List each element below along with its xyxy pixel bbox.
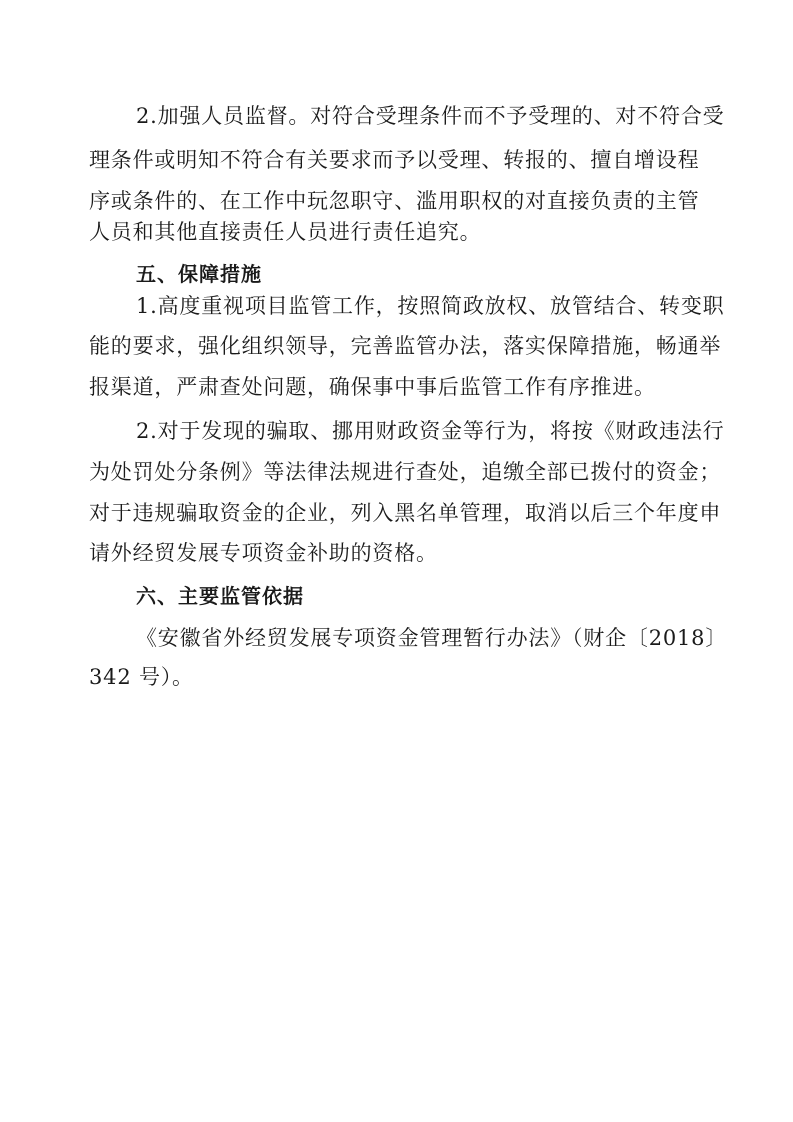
- paragraph-line: 《安徽省外经贸发展专项资金管理暂行办法》（财企〔2018〕: [136, 626, 728, 650]
- paragraph-line: 对于违规骗取资金的企业，列入黑名单管理，取消以后三个年度申: [89, 501, 722, 525]
- paragraph-line: 342 号）。: [89, 665, 194, 689]
- section-heading-basis: 六、主要监管依据: [136, 584, 304, 608]
- paragraph-line: 报渠道，严肃查处问题，确保事中事后监管工作有序推进。: [89, 375, 656, 399]
- section-heading-safeguards: 五、保障措施: [136, 262, 262, 286]
- paragraph-line: 1.高度重视项目监管工作，按照简政放权、放管结合、转变职: [136, 294, 725, 318]
- paragraph-line: 2.加强人员监督。对符合受理条件而不予受理的、对不符合受: [136, 104, 725, 128]
- paragraph-line: 2.对于发现的骗取、挪用财政资金等行为，将按《财政违法行: [136, 419, 725, 443]
- paragraph-line: 序或条件的、在工作中玩忽职守、滥用职权的对直接负责的主管: [89, 189, 700, 213]
- paragraph-line: 理条件或明知不符合有关要求而予以受理、转报的、擅自增设程: [89, 148, 700, 172]
- paragraph-line: 能的要求，强化组织领导，完善监管办法，落实保障措施，畅通举: [89, 334, 722, 358]
- paragraph-line: 为处罚处分条例》等法律法规进行查处，追缴全部已拨付的资金；: [89, 460, 722, 484]
- paragraph-line: 请外经贸发展专项资金补助的资格。: [89, 541, 438, 565]
- paragraph-line: 人员和其他直接责任人员进行责任追究。: [89, 220, 482, 244]
